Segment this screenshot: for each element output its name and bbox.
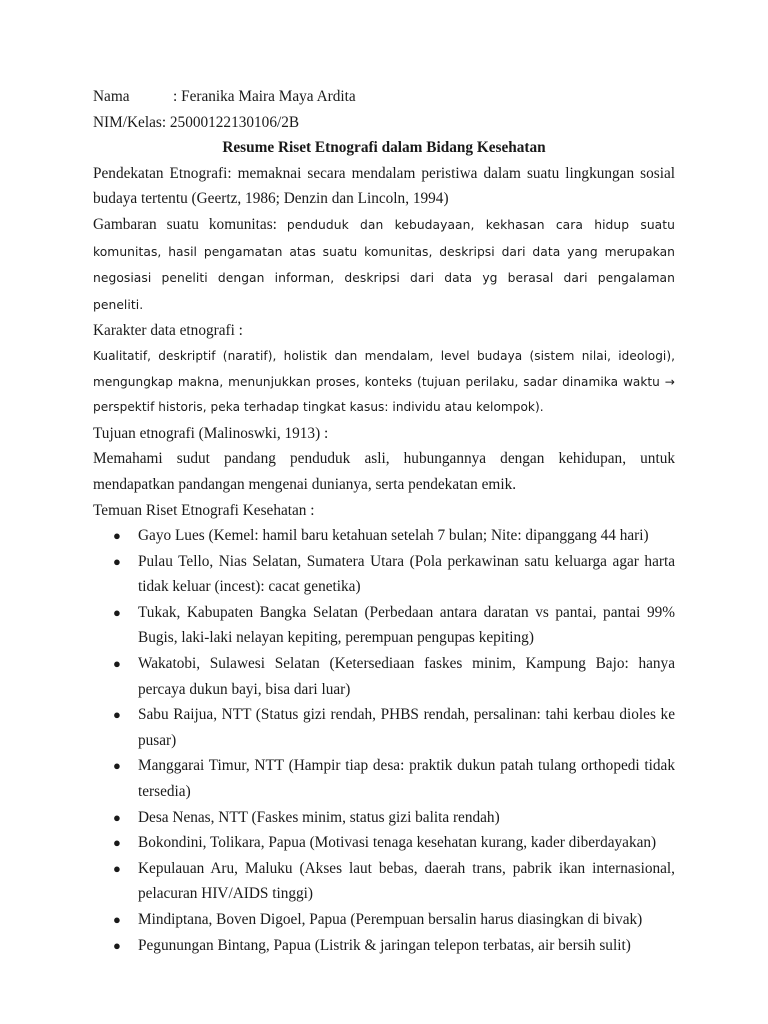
list-item-text: Manggarai Timur, NTT (Hampir tiap desa: praktik dukun patah tulang orthopedi tidak tersedia) bbox=[138, 757, 675, 801]
list-item-text: Gayo Lues (Kemel: hamil baru ketahuan setelah 7 bulan; Nite: dipanggang 44 hari) bbox=[138, 527, 649, 545]
name-label: Nama bbox=[93, 88, 130, 105]
karakter-heading: Karakter data etnografi : bbox=[93, 322, 243, 340]
bullet-icon: ● bbox=[113, 809, 121, 825]
list-item bbox=[93, 523, 675, 549]
temuan-heading: Temuan Riset Etnografi Kesehatan : bbox=[93, 501, 315, 519]
bullet-icon: ● bbox=[113, 707, 121, 723]
bullet-icon: ● bbox=[113, 528, 121, 544]
list-item bbox=[93, 651, 675, 702]
list-item bbox=[93, 933, 675, 959]
list-item bbox=[93, 830, 675, 856]
list-item-text: Pegunungan Bintang, Papua (Listrik & jaringan telepon terbatas, air bersih sulit) bbox=[138, 936, 631, 954]
bullet-icon: ● bbox=[113, 553, 121, 569]
list-item-text: Bokondini, Tolikara, Papua (Motivasi tenaga kesehatan kurang, kader diberdayakan) bbox=[138, 834, 657, 852]
gambaran-paragraph bbox=[93, 212, 675, 318]
bullet-icon: ● bbox=[113, 656, 121, 672]
bullet-icon: ● bbox=[113, 937, 121, 953]
list-item-text: Desa Nenas, NTT (Faskes minim, status gizi balita rendah) bbox=[138, 808, 500, 826]
bullet-icon: ● bbox=[113, 912, 121, 927]
list-item bbox=[93, 753, 675, 804]
tujuan-heading: Tujuan etnografi (Malinoswki, 1913) : bbox=[93, 424, 329, 442]
name-value: : Feranika Maira Maya Ardita bbox=[173, 88, 356, 105]
name-line bbox=[93, 84, 675, 110]
bullet-icon: ● bbox=[113, 835, 121, 851]
list-item bbox=[93, 856, 675, 907]
bullet-icon: ● bbox=[113, 604, 121, 620]
list-item-text: Kepulauan Aru, Maluku (Akses laut bebas, daerah trans, pabrik ikan internasional, pelacuran HIV/AIDS tinggi) bbox=[138, 859, 675, 903]
list-item bbox=[93, 805, 675, 831]
list-item-text: Pulau Tello, Nias Selatan, Sumatera Utara (Pola perkawinan satu keluarga agar harta tidak keluar (incest): cacat genetika) bbox=[138, 552, 675, 596]
gambaran-lead: Gambaran suatu komunitas: bbox=[93, 215, 277, 233]
temuan-list bbox=[93, 523, 675, 958]
pendekatan-paragraph: Pendekatan Etnografi: memaknai secara mendalam peristiwa dalam suatu lingkungan sosial budaya tertentu (Geertz, 1986; Denzin dan Lincoln, 1994) bbox=[93, 164, 675, 208]
list-item bbox=[93, 702, 675, 753]
document-page bbox=[93, 84, 675, 958]
document-title: Resume Riset Etnografi dalam Bidang Kesehatan bbox=[222, 139, 546, 157]
karakter-body: Kualitatif, deskriptif (naratif), holistik dan mendalam, level budaya (sistem nilai, ideologi), mengungkap makna, menunjukkan proses, konteks (tujuan perilaku, sadar dinamika waktu → perspektif historis, peka terhadap tingkat kasus: individu atau kelompok). bbox=[93, 348, 675, 415]
list-item-text: Mindiptana, Boven Digoel, Papua (Perempuan bersalin harus diasingkan di bivak) bbox=[138, 911, 643, 928]
list-item bbox=[93, 549, 675, 600]
list-item bbox=[93, 600, 675, 651]
bullet-icon: ● bbox=[113, 758, 121, 774]
nim-line: NIM/Kelas: 25000122130106/2B bbox=[93, 113, 300, 131]
tujuan-body: Memahami sudut pandang penduduk asli, hubungannya dengan kehidupan, untuk mendapatkan pandangan mengenai dunianya, serta pendekatan emik. bbox=[93, 450, 675, 493]
gambaran-body: penduduk dan kebudayaan, kekhasan cara hidup suatu komunitas, hasil pengamatan atas suatu komunitas, deskripsi dari data yang merupakan negosiasi peneliti dengan informan, deskripsi dari data yg berasal dari pengalaman peneliti. bbox=[93, 217, 675, 312]
bullet-icon: ● bbox=[113, 860, 121, 876]
list-item bbox=[93, 907, 675, 933]
list-item-text: Tukak, Kabupaten Bangka Selatan (Perbedaan antara daratan vs pantai, pantai 99% Bugis, laki-laki nelayan kepiting, perempuan pengupas kepiting) bbox=[138, 603, 675, 647]
list-item-text: Wakatobi, Sulawesi Selatan (Ketersediaan faskes minim, Kampung Bajo: hanya percaya dukun bayi, bisa dari luar) bbox=[138, 655, 675, 698]
list-item-text: Sabu Raijua, NTT (Status gizi rendah, PHBS rendah, persalinan: tahi kerbau dioles ke pusar) bbox=[138, 706, 675, 749]
